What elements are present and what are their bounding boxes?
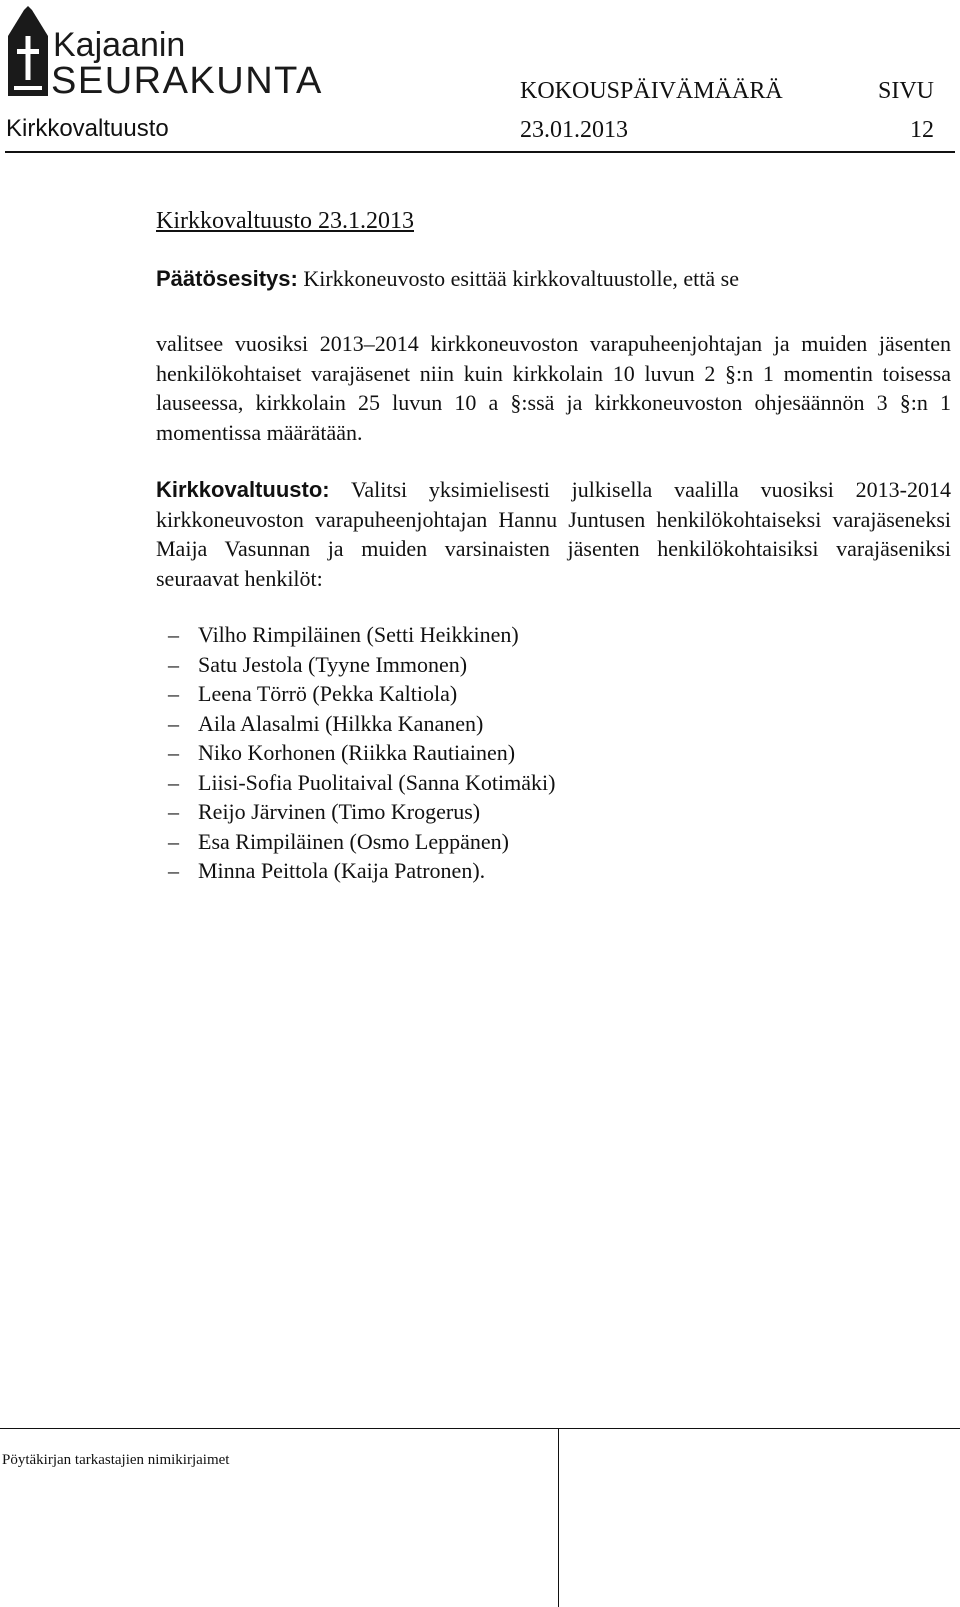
page-label: SIVU bbox=[877, 78, 934, 104]
proposal-intro-text: Kirkkoneuvosto esittää kirkkovaltuustolle, että se bbox=[297, 266, 739, 291]
list-item bbox=[168, 650, 555, 680]
member-name: Vilho Rimpiläinen (Setti Heikkinen) bbox=[198, 622, 519, 647]
proposal-intro bbox=[156, 264, 739, 294]
decision-label: Kirkkovaltuusto: bbox=[156, 477, 330, 502]
list-item bbox=[168, 768, 555, 798]
page-number: 12 bbox=[910, 117, 934, 143]
body-name: Kirkkovaltuusto bbox=[6, 115, 169, 142]
logo-line2: SEURAKUNTA bbox=[51, 60, 323, 102]
list-item bbox=[168, 679, 555, 709]
member-name: Niko Korhonen (Riikka Rautiainen) bbox=[198, 740, 516, 765]
member-name: Minna Peittola (Kaija Patronen). bbox=[198, 858, 486, 883]
logo bbox=[6, 6, 336, 102]
decision-text: Valitsi yksimielisesti julkisella vaalilla vuosiksi 2013-2014 kirkkoneuvoston varapuheenjohtajan Hannu Juntusen henkilökohtaiseksi varajäseneksi Maija Vasunnan ja muiden varsinaisten jäsenten henkilökohtaisiksi varajäseniksi seuraavat henkilöt: bbox=[156, 477, 951, 591]
list-dash: – bbox=[168, 710, 179, 736]
list-dash: – bbox=[168, 681, 179, 706]
footer-divider bbox=[0, 1428, 960, 1429]
proposal-text: valitsee vuosiksi 2013–2014 kirkkoneuvoston varapuheenjohtajan ja muiden jäsenten henkilökohtaiset varajäsenet niin kuin kirkkolain 10 luvun 2 §:n 1 momentin toisessa lauseessa, kirkkolain 25 luvun 10 a §:ssä ja kirkkoneuvoston ohjesäännön 3 §:n 1 momentissa määrätään. bbox=[156, 331, 951, 445]
list-dash: – bbox=[168, 799, 179, 824]
header-divider bbox=[5, 151, 955, 153]
list-dash: – bbox=[168, 651, 179, 677]
meeting-date: 23.01.2013 bbox=[520, 117, 628, 143]
list-dash: – bbox=[168, 769, 179, 795]
list-item bbox=[168, 620, 555, 650]
list-item bbox=[168, 797, 555, 827]
list-dash: – bbox=[168, 858, 179, 883]
member-name: Leena Törrö (Pekka Kaltiola) bbox=[198, 681, 458, 706]
member-name: Esa Rimpiläinen (Osmo Leppänen) bbox=[198, 828, 509, 854]
section-title: Kirkkovaltuusto 23.1.2013 bbox=[156, 208, 414, 234]
member-name: Satu Jestola (Tyyne Immonen) bbox=[198, 651, 468, 677]
list-dash: – bbox=[168, 740, 179, 765]
list-item bbox=[168, 738, 555, 768]
footer-label: Pöytäkirjan tarkastajien nimikirjaimet bbox=[2, 1452, 230, 1468]
member-name: Liisi-Sofia Puolitaival (Sanna Kotimäki) bbox=[198, 769, 556, 795]
member-name: Reijo Järvinen (Timo Krogerus) bbox=[198, 799, 481, 824]
church-logo-icon bbox=[6, 6, 50, 98]
list-item bbox=[168, 709, 555, 739]
member-list bbox=[168, 620, 555, 886]
list-dash: – bbox=[168, 828, 179, 854]
proposal-label: Päätösesitys: bbox=[156, 266, 298, 291]
list-item bbox=[168, 856, 555, 886]
list-dash: – bbox=[168, 622, 179, 647]
decision-paragraph bbox=[156, 475, 951, 593]
footer-vertical-divider bbox=[558, 1428, 559, 1607]
meeting-date-label: KOKOUSPÄIVÄMÄÄRÄ bbox=[520, 78, 783, 104]
logo-line1: Kajaanin bbox=[53, 26, 186, 64]
member-name: Aila Alasalmi (Hilkka Kananen) bbox=[198, 710, 484, 736]
list-item bbox=[168, 827, 555, 857]
